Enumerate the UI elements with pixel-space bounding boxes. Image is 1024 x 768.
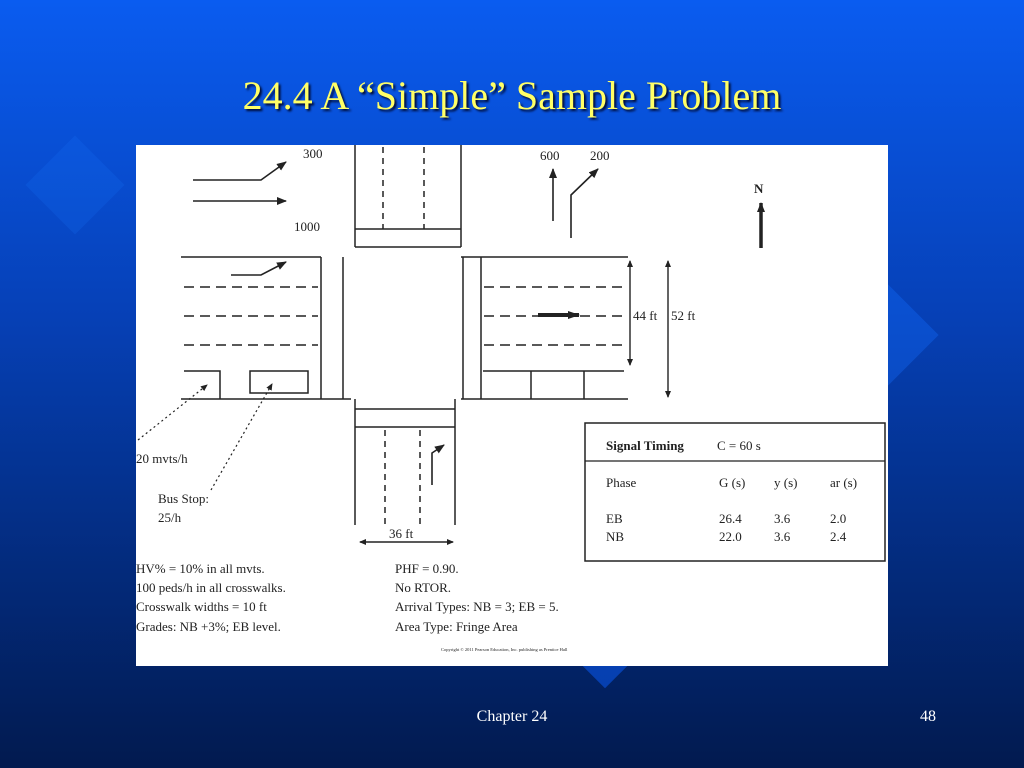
table-cell: 26.4 [719,511,742,526]
outer-width-label: 52 ft [671,308,696,323]
intersection-diagram [136,145,888,666]
cycle-length: C = 60 s [717,438,761,453]
bus-stop-rate-label: 25/h [158,510,182,525]
crosswalk-width-label: 36 ft [389,526,414,541]
notes-left [136,561,286,634]
note-line: PHF = 0.90. [395,561,459,576]
footer-chapter: Chapter 24 [476,708,548,725]
table-cell: NB [606,529,625,544]
table-header: y (s) [774,475,798,490]
nb-right-volume: 200 [590,148,610,163]
background-diamond [26,136,125,235]
eb-left-lane-arrow [231,262,286,275]
eb-through-volume: 1000 [294,219,320,234]
intersection-figure [136,145,888,666]
table-cell: 3.6 [774,511,791,526]
notes-right [395,561,559,634]
note-line: Arrival Types: NB = 3; EB = 5. [395,599,559,614]
bus-stop-label: Bus Stop: [158,491,209,506]
slide-title: 24.4 A “Simple” Sample Problem [242,73,782,118]
north-label: N [754,181,764,196]
street-geometry [181,145,628,525]
nb-through-volume: 600 [540,148,560,163]
nb-right-arrow [571,169,598,238]
table-header: G (s) [719,475,746,490]
eb-left-volume: 300 [303,146,323,161]
note-line: No RTOR. [395,580,452,595]
note-line: 100 peds/h in all crosswalks. [136,580,286,595]
copyright-text: Copyright © 2011 Pearson Education, Inc. publishing as Prentice Hall [441,647,568,652]
table-header: ar (s) [830,475,858,490]
leader-lines [138,384,272,490]
signal-timing-heading: Signal Timing [606,438,684,453]
table-cell: EB [606,511,623,526]
eb-left-arrow [193,162,286,180]
table-header: Phase [606,475,637,490]
table-cell: 2.4 [830,529,847,544]
nb-lane-arrow [432,445,444,485]
note-line: Crosswalk widths = 10 ft [136,599,267,614]
note-line: Area Type: Fringe Area [395,619,518,634]
table-cell: 2.0 [830,511,847,526]
note-line: Grades: NB +3%; EB level. [136,619,281,634]
page-number: 48 [920,708,936,725]
note-line: HV% = 10% in all mvts. [136,561,265,576]
signal-timing-table [585,423,885,561]
parking-movements-label: 20 mvts/h [136,451,188,466]
table-cell: 3.6 [774,529,791,544]
inner-width-label: 44 ft [633,308,658,323]
movement-arrows [193,162,598,485]
table-cell: 22.0 [719,529,742,544]
